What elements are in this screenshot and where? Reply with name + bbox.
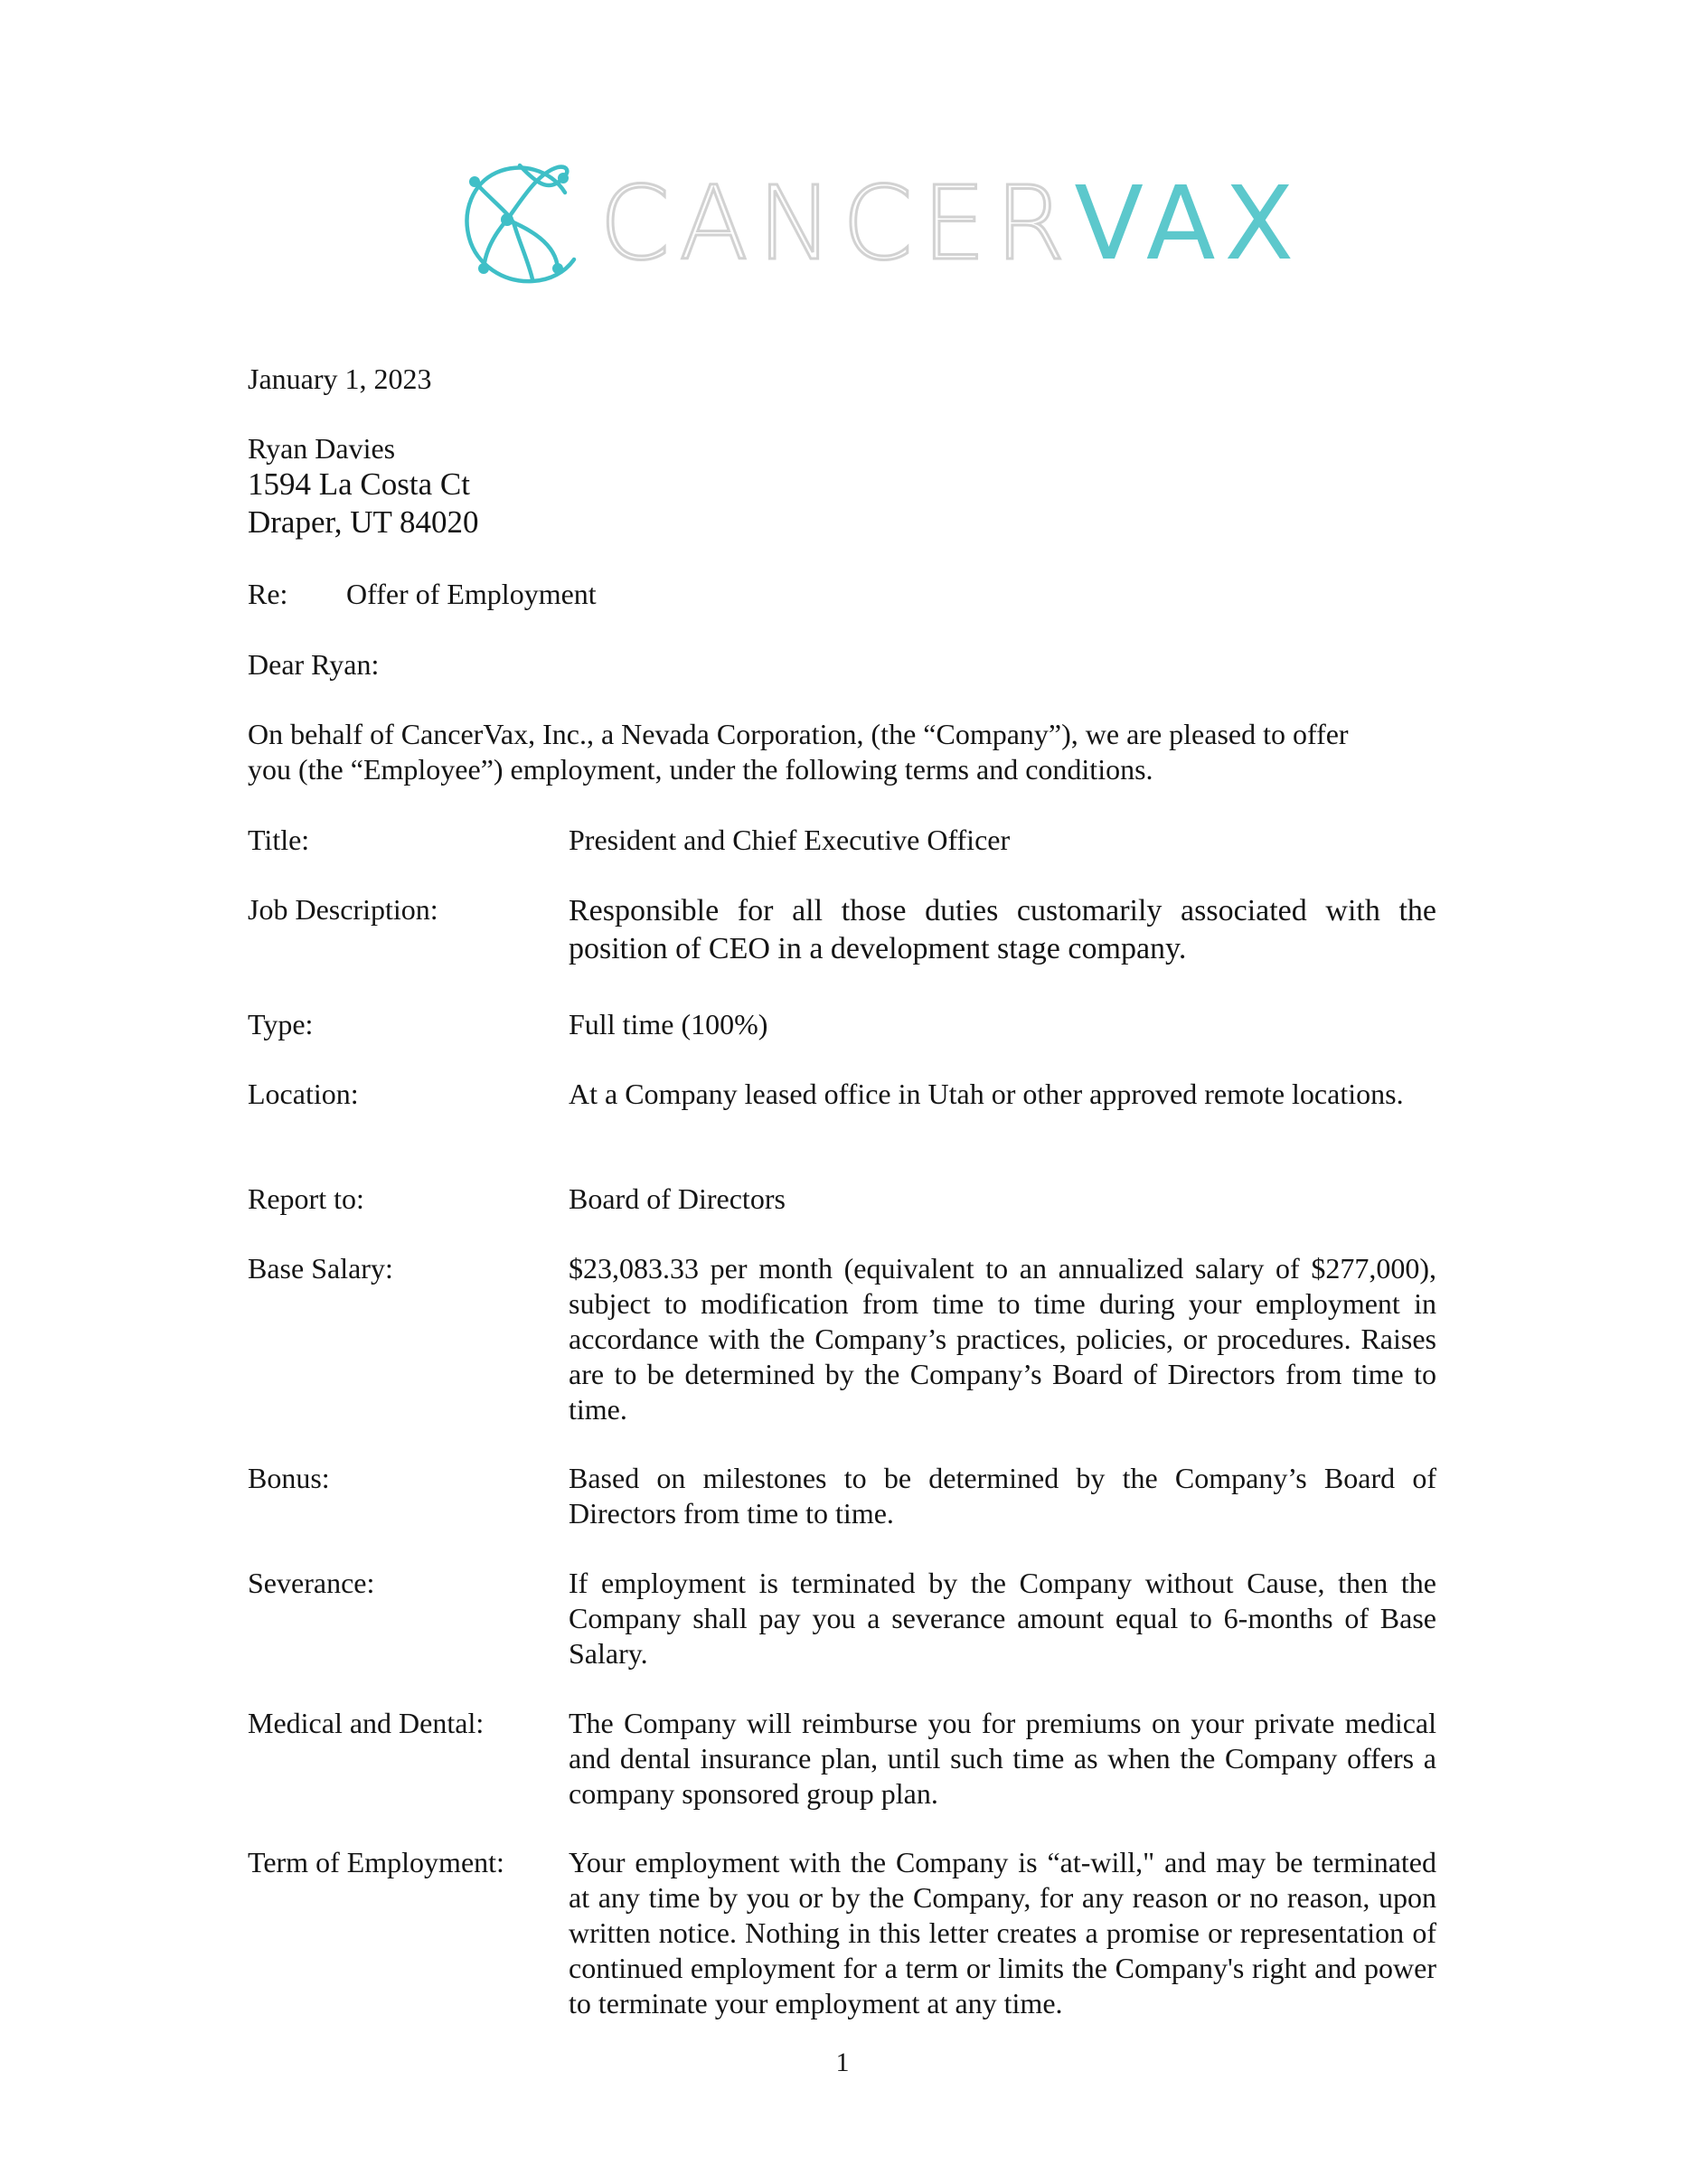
re-label: Re: (248, 578, 288, 610)
recipient-name: Ryan Davies (248, 432, 396, 465)
term-value: Responsible for all those duties customarily associated with the position of CEO in a development stage company. (569, 894, 1436, 965)
term-label: Medical and Dental: (248, 1707, 485, 1739)
term-label: Report to: (248, 1182, 364, 1215)
re-subject: Offer of Employment (346, 578, 597, 610)
term-label: Bonus: (248, 1462, 330, 1494)
term-value: Based on milestones to be determined by the Company’s Board of Directors from time to time. (569, 1462, 1436, 1530)
logo-wordmark (599, 165, 1304, 283)
salutation: Dear Ryan: (248, 648, 380, 681)
term-value: President and Chief Executive Officer (569, 824, 1011, 856)
term-value: $23,083.33 per month (equivalent to an annualized salary of $277,000), subject to modification from time to time during your employment in accordance with the Company’s practices, policies, or procedures. Raises are to be determined by the Company’s Board of Directors from time to time. (569, 1252, 1436, 1426)
term-label: Type: (248, 1008, 314, 1040)
term-value: Board of Directors (569, 1182, 786, 1215)
term-value: The Company will reimburse you for premiums on your private medical and dental insurance plan, until such time as when the Company offers a company sponsored group plan. (569, 1707, 1436, 1810)
term-label: Title: (248, 824, 310, 856)
term-label: Term of Employment: (248, 1846, 504, 1878)
intro-line-2: you (the “Employee”) employment, under the following terms and conditions. (248, 753, 1153, 786)
cancervax-logo-mark-icon (457, 156, 592, 292)
term-value: Full time (100%) (569, 1008, 768, 1040)
term-value: If employment is terminated by the Company without Cause, then the Company shall pay you a severance amount equal to 6-months of Base Salary. (569, 1567, 1436, 1670)
recipient-address-line2: Draper, UT 84020 (248, 504, 479, 540)
company-logo (457, 152, 1304, 297)
term-label: Location: (248, 1078, 359, 1110)
recipient-address-line1: 1594 La Costa Ct (248, 466, 470, 502)
term-value: Your employment with the Company is “at-will," and may be terminated at any time by you or by the Company, for any reason or no reason, upon written notice. Nothing in this letter creates a promise or representation of continued employment for a term or limits the Company's right and power to terminate your employment at any time. (569, 1846, 1436, 2019)
logo-word-cancer: CANCER (599, 165, 1075, 283)
letter-date: January 1, 2023 (248, 362, 432, 395)
term-value: At a Company leased office in Utah or other approved remote locations. (569, 1078, 1404, 1110)
intro-line-1: On behalf of CancerVax, Inc., a Nevada Corporation, (the “Company”), we are pleased to offer (248, 718, 1349, 750)
term-label: Base Salary: (248, 1252, 393, 1285)
page-number: 1 (835, 2048, 850, 2077)
term-label: Severance: (248, 1567, 375, 1599)
logo-word-vax: VAX (1074, 165, 1304, 283)
term-label: Job Description: (248, 893, 438, 926)
